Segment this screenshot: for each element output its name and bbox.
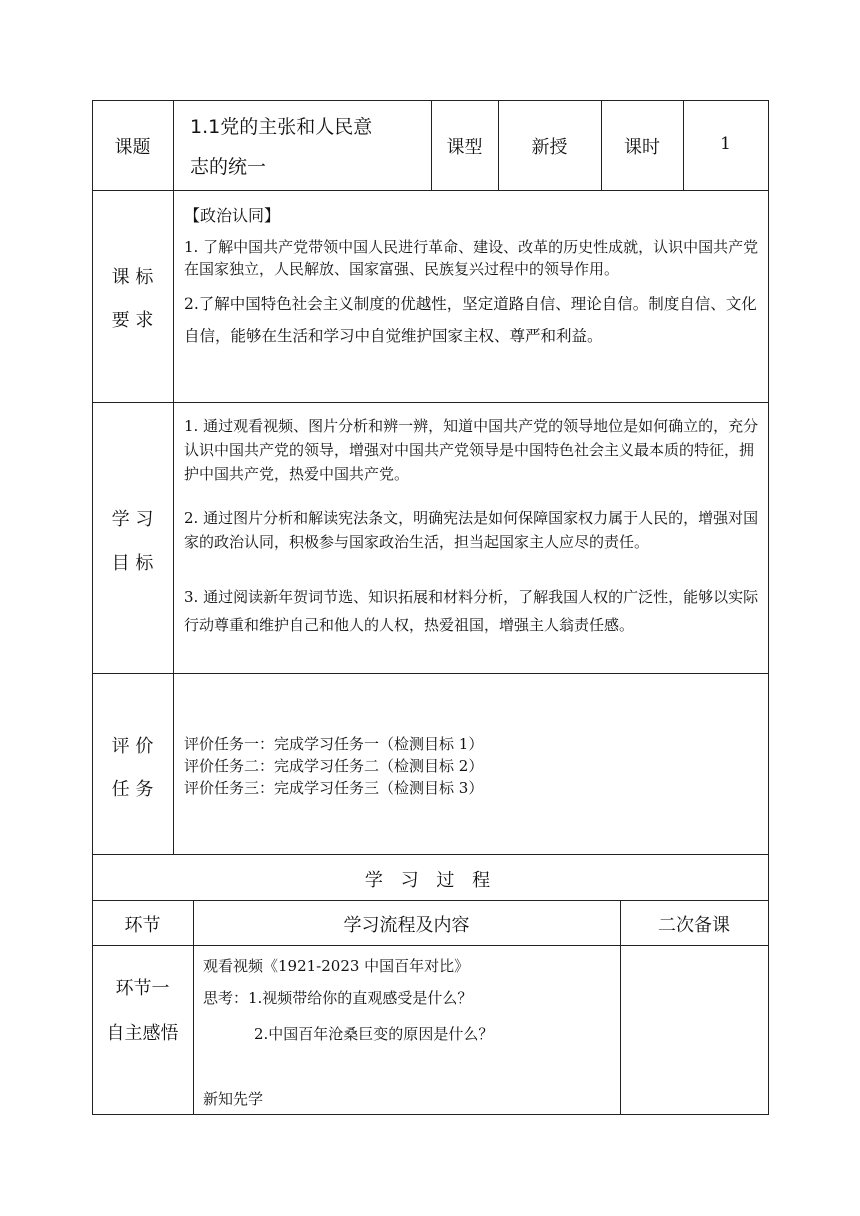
process-title: 学 习 过 程	[364, 870, 497, 891]
course-title-line2: 志的统一	[190, 156, 267, 178]
table-border-left	[92, 100, 93, 1115]
stage1-label-line2: 自主感悟	[106, 1023, 179, 1044]
objectives-item-1: 1. 通过观看视频、图片分析和辨一辨，知道中国共产党的领导地位是如何确立的，充分认识中国共产党的领导，增强对中国共产党领导是中国特色社会主义最本质的特征，拥护中国共产党，热爱中国共产党。	[184, 417, 759, 483]
standards-item-1: 1. 了解中国共产党带领中国人民进行革命、建设、改革的历史性成就，认识中国共产党在国家独立，人民解放、国家富强、民族复兴过程中的领导作用。	[184, 238, 759, 278]
period-label: 课时	[624, 137, 660, 158]
evaluation-task-2: 评价任务二：完成学习任务二（检测目标 2）	[184, 757, 484, 775]
course-label: 课题	[114, 137, 151, 158]
row-divider	[92, 854, 769, 855]
evaluation-label-line1: 评 价	[111, 736, 154, 757]
row-divider	[92, 673, 769, 674]
period-value: 1	[720, 134, 731, 154]
evaluation-task-3: 评价任务三：完成学习任务三（检测目标 3）	[184, 779, 484, 797]
preview-label: 新知先学	[203, 1090, 264, 1108]
type-value: 新授	[531, 137, 568, 158]
stage1-label-line1: 环节一	[115, 978, 170, 999]
think-question-1: 思考：1.视频带给你的直观感受是什么？	[203, 989, 473, 1007]
col-divider	[173, 100, 174, 855]
row-divider	[92, 402, 769, 403]
table-border-right	[768, 100, 769, 1115]
evaluation-label-line2: 任 务	[111, 779, 154, 800]
col-prep-header: 二次备课	[658, 915, 730, 936]
standards-label-line1: 课 标	[111, 267, 154, 288]
course-title-line1: 1.1党的主张和人民意	[190, 116, 373, 138]
objectives-label-line2: 目 标	[111, 553, 154, 574]
objectives-item-2: 2. 通过图片分析和解读宪法条文，明确宪法是如何保障国家权力属于人民的，增强对国家的政治认同，积极参与国家政治生活，担当起国家主人应尽的责任。	[184, 509, 759, 551]
standards-heading: 【政治认同】	[184, 206, 281, 225]
col-stage-header: 环节	[124, 915, 161, 936]
type-label: 课型	[446, 137, 483, 158]
evaluation-task-1: 评价任务一：完成学习任务一（检测目标 1）	[184, 735, 484, 753]
think-question-2: 2.中国百年沧桑巨变的原因是什么？	[254, 1025, 494, 1043]
standards-item-2: 2.了解中国特色社会主义制度的优越性，坚定道路自信、理论自信。制度自信、文化自信，能够在生活和学习中自觉维护国家主权、尊严和利益。	[184, 295, 757, 345]
objectives-item-3: 3. 通过阅读新年贺词节选、知识拓展和材料分析，了解我国人权的广泛性，能够以实际行动尊重和维护自己和他人的人权，热爱祖国，增强主人翁责任感。	[184, 588, 759, 634]
objectives-label-line1: 学 习	[111, 509, 154, 530]
standards-label-line2: 要 求	[111, 310, 154, 331]
col-content-header: 学习流程及内容	[343, 915, 470, 936]
video-text: 观看视频《1921-2023 中国百年对比》	[203, 957, 470, 975]
